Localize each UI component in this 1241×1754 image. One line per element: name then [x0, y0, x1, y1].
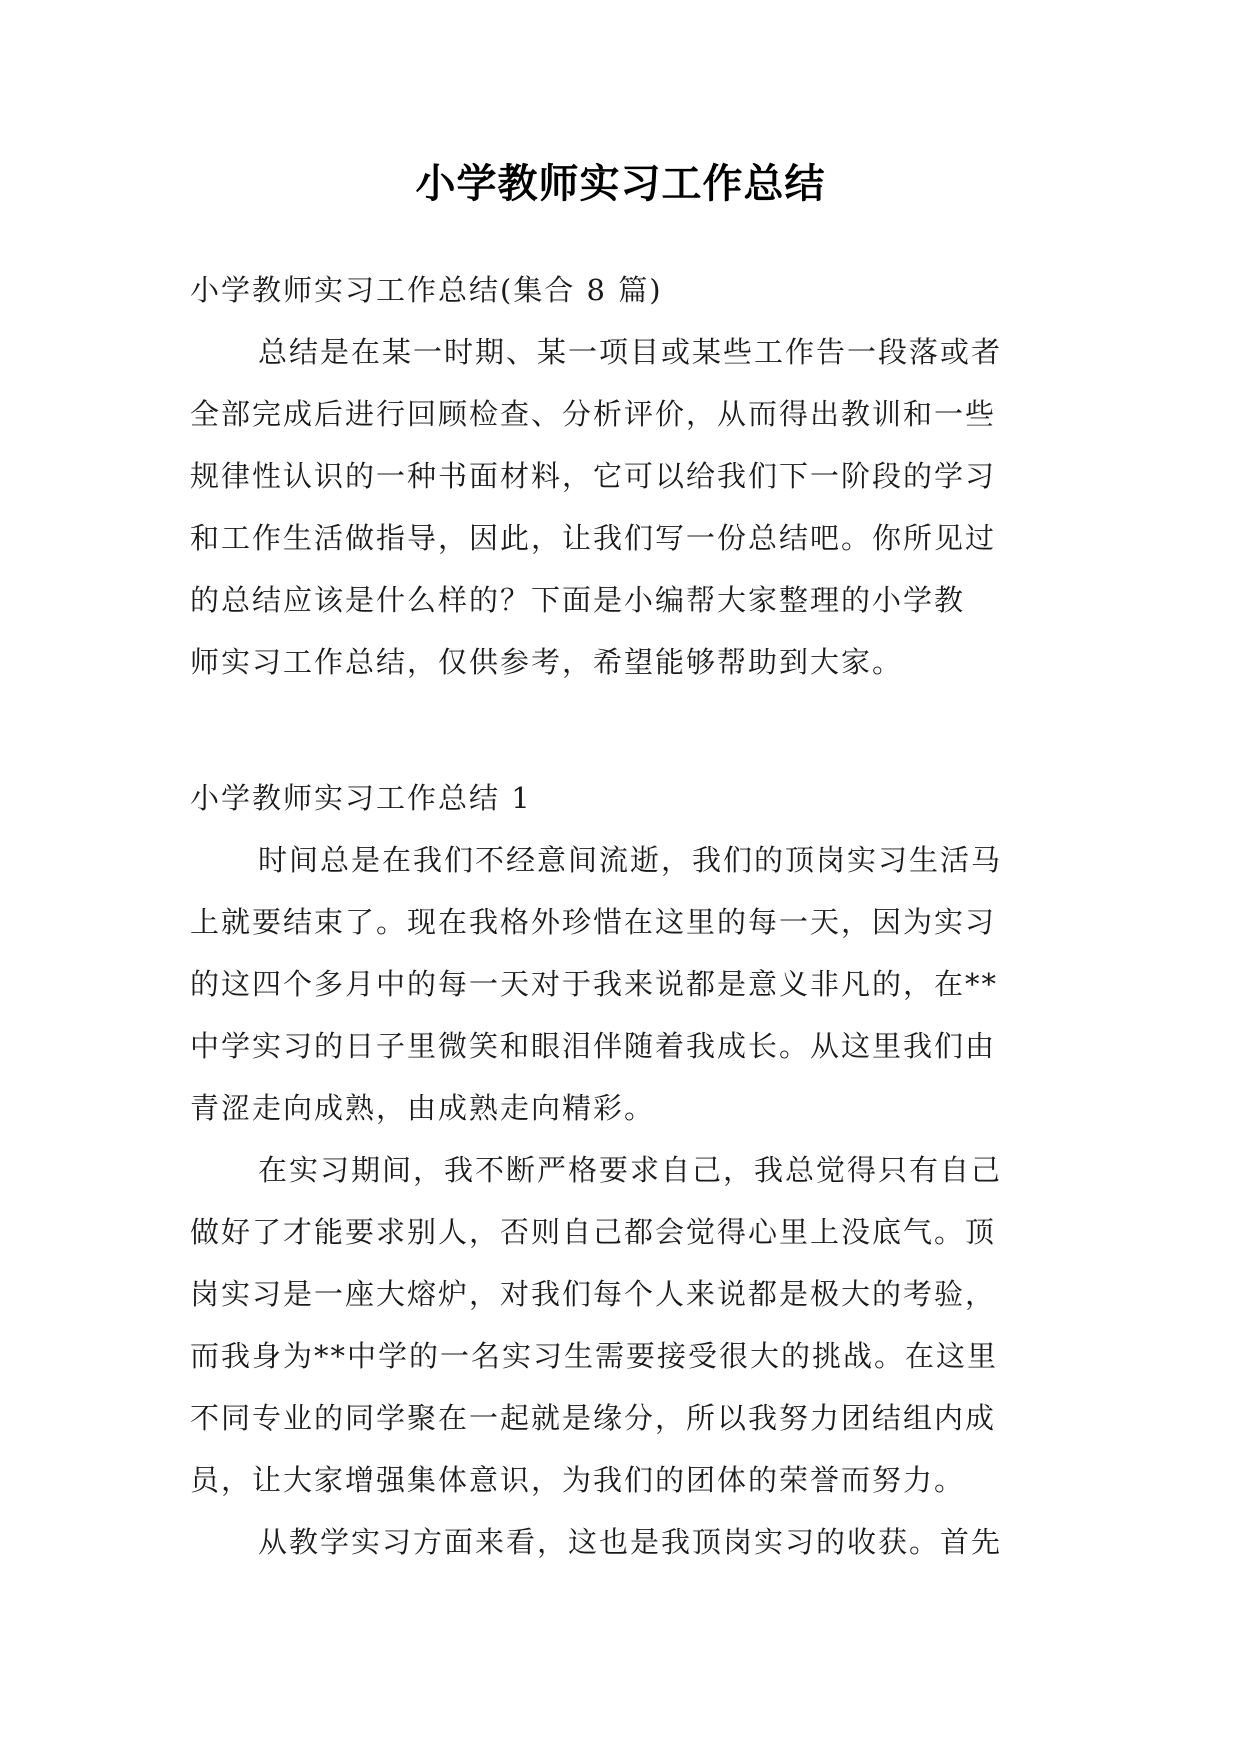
intro-line: 和工作生活做指导，因此，让我们写一份总结吧。你所见过 [190, 521, 997, 555]
paragraph-line: 时间总是在我们不经意间流逝，我们的顶岗实习生活马 [258, 843, 1003, 877]
intro-line: 师实习工作总结，仅供参考，希望能够帮助到大家。 [190, 645, 904, 679]
paragraph-line: 而我身为**中学的一名实习生需要接受很大的挑战。在这里 [190, 1339, 999, 1373]
paragraph-line: 不同专业的同学聚在一起就是缘分，所以我努力团结组内成 [190, 1401, 997, 1435]
paragraph-line: 上就要结束了。现在我格外珍惜在这里的每一天，因为实习 [190, 905, 997, 939]
paragraph-line: 岗实习是一座大熔炉，对我们每个人来说都是极大的考验， [190, 1277, 997, 1311]
paragraph-line: 青涩走向成熟，由成熟走向精彩。 [190, 1091, 656, 1125]
intro-line: 规律性认识的一种书面材料，它可以给我们下一阶段的学习 [190, 459, 997, 493]
paragraph-line: 员，让大家增强集体意识，为我们的团体的荣誉而努力。 [190, 1463, 966, 1497]
section-1 [190, 767, 1052, 1573]
paragraph-line: 从教学实习方面来看，这也是我顶岗实习的收获。首先 [258, 1525, 1003, 1559]
paragraph-line: 做好了才能要求别人，否则自己都会觉得心里上没底气。顶 [190, 1215, 997, 1249]
paragraph-line: 中学实习的日子里微笑和眼泪伴随着我成长。从这里我们由 [190, 1029, 997, 1063]
section-heading: 小学教师实习工作总结 1 [190, 781, 532, 815]
intro-line: 全部完成后进行回顾检查、分析评价，从而得出教训和一些 [190, 397, 997, 431]
paragraph-line: 的这四个多月中的每一天对于我来说都是意义非凡的，在** [190, 967, 999, 1001]
paragraph-line: 在实习期间，我不断严格要求自己，我总觉得只有自己 [258, 1153, 1003, 1187]
intro-line: 的总结应该是什么样的？下面是小编帮大家整理的小学教 [190, 583, 966, 617]
intro-paragraph [190, 321, 1052, 693]
document-title: 小学教师实习工作总结 [415, 160, 826, 207]
intro-line: 总结是在某一时期、某一项目或某些工作告一段落或者 [258, 335, 1003, 369]
document-subtitle [190, 259, 1052, 321]
subtitle-line: 小学教师实习工作总结(集合 8 篇) [190, 273, 663, 307]
